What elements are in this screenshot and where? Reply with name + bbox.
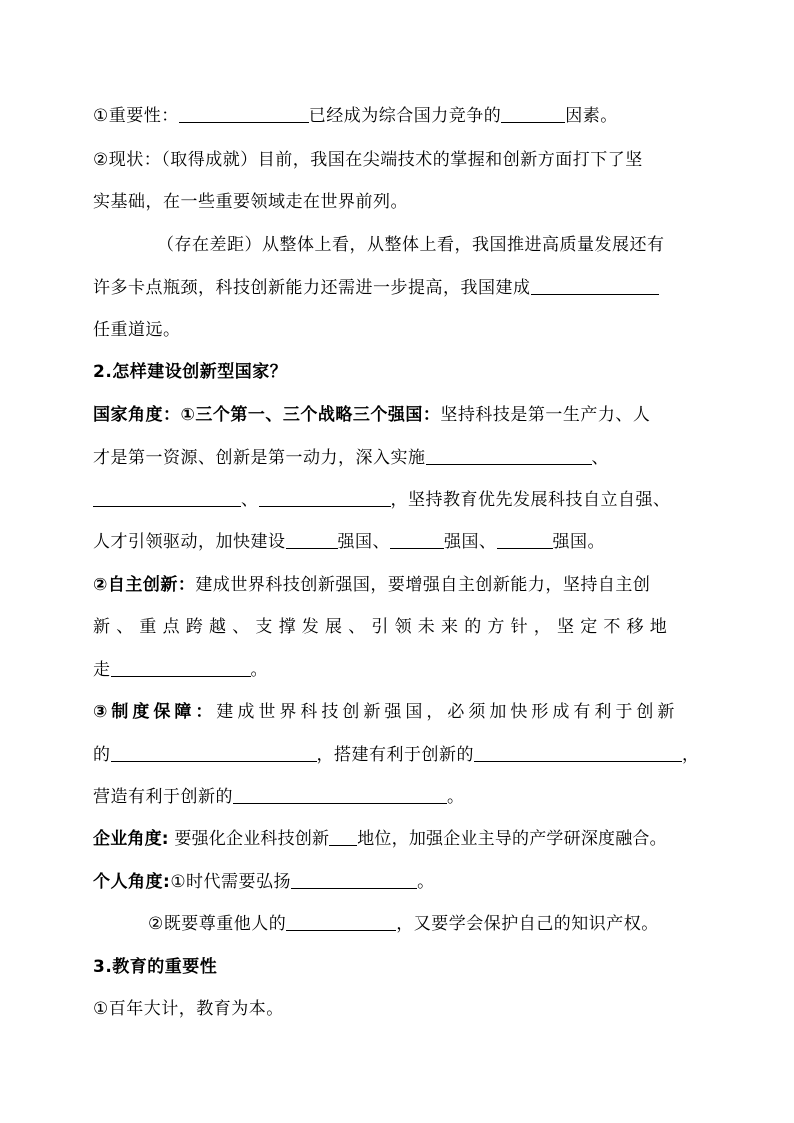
fill-blank[interactable] <box>93 489 241 507</box>
fill-blank[interactable] <box>286 913 396 931</box>
fill-blank[interactable] <box>390 531 444 549</box>
personal-line-1: 个人角度:①时代需要弘扬 。 <box>93 872 435 892</box>
country-line-3: 、 ，坚持教育优先发展科技自立自强、 <box>93 488 705 512</box>
status-line-2: 实基础，在一些重要领域走在世界前列。 <box>93 192 408 212</box>
country-line-1: 国家角度：①三个第一、三个战略三个强国：坚持科技是第一生产力、人 <box>93 405 651 425</box>
section-3-heading: 3.教育的重要性 <box>93 957 218 977</box>
section-2-heading: 2.怎样建设创新型国家？ <box>93 362 288 382</box>
fill-blank[interactable] <box>426 447 592 465</box>
system-line-3: 营造有利于创新的 。 <box>93 787 465 807</box>
fill-blank[interactable] <box>329 828 357 846</box>
fill-blank[interactable] <box>531 277 659 295</box>
country-line-2: 才是第一资源、创新是第一动力，深入实施 、 <box>93 448 609 468</box>
personal-line-2: ②既要尊重他人的 ，又要学会保护自己的知识产权。 <box>148 914 659 934</box>
importance-line: ①重要性： 已经成为综合国力竞争的 因素。 <box>93 106 618 126</box>
fill-blank[interactable] <box>286 531 338 549</box>
fill-blank[interactable] <box>291 871 417 889</box>
gap-line-1: （存在差距）从整体上看，从整体上看，我国推进高质量发展还有 <box>157 235 665 255</box>
enterprise-line: 企业角度: 要强化企业科技创新 地位，加强企业主导的产学研深度融合。 <box>93 829 667 849</box>
independent-line-1: ②自主创新：建成世界科技创新强国，要增强自主创新能力，坚持自主创 <box>93 575 651 595</box>
fill-blank[interactable] <box>501 105 565 123</box>
fill-blank[interactable] <box>474 744 682 762</box>
fill-blank[interactable] <box>111 659 251 677</box>
fill-blank[interactable] <box>233 786 447 804</box>
fill-blank[interactable] <box>111 744 317 762</box>
fill-blank[interactable] <box>179 105 309 123</box>
system-line-2: 的 ，搭建有利于创新的 ， <box>93 745 700 765</box>
gap-line-2: 许多卡点瓶颈，科技创新能力还需进一步提高，我国建成 <box>93 276 705 300</box>
system-line-1: ③制度保障：建成世界科技创新强国，必须加快形成有利于创新 <box>93 702 679 722</box>
fill-blank[interactable] <box>259 489 391 507</box>
independent-line-2: 新、重点跨越、支撑发展、引领未来的方针，坚定不移地 <box>93 617 673 637</box>
independent-line-3: 走 。 <box>93 660 268 680</box>
status-line-1: ②现状：（取得成就）目前，我国在尖端技术的掌握和创新方面打下了坚 <box>93 150 643 170</box>
gap-line-3: 任重道远。 <box>93 320 181 340</box>
country-line-4: 人才引领驱动，加快建设 强国、 强国、 强国。 <box>93 532 605 552</box>
fill-blank[interactable] <box>497 531 553 549</box>
education-line-1: ①百年大计，教育为本。 <box>93 999 284 1019</box>
